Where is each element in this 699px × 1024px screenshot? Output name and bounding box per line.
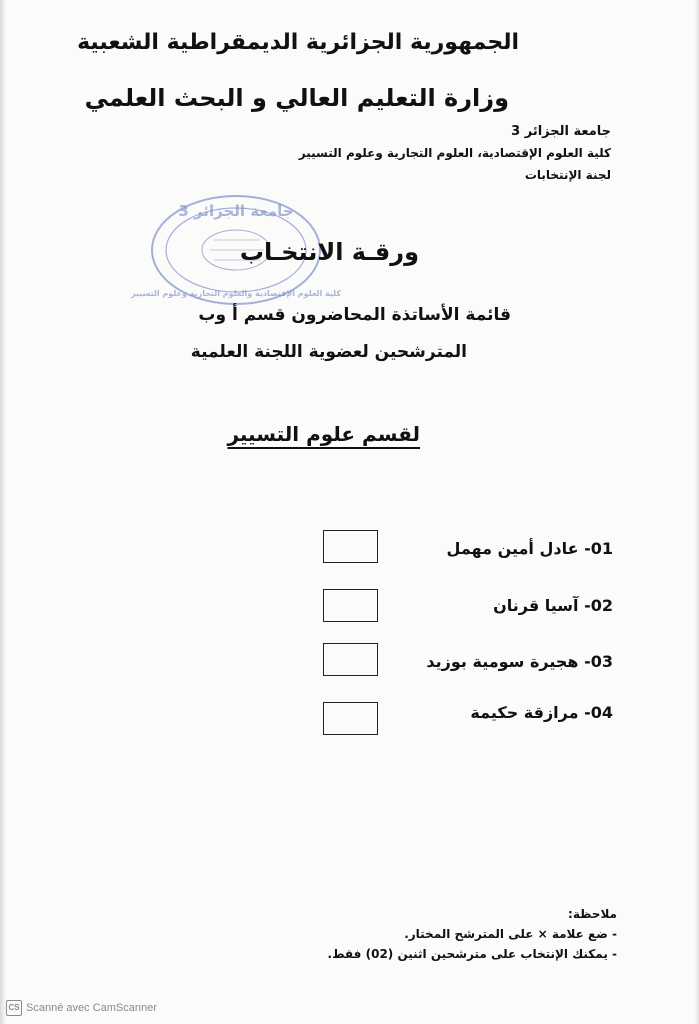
page-edge-shadow-left bbox=[0, 0, 6, 1024]
ballot-title: ورقـة الانتخـاب bbox=[239, 238, 419, 266]
note-item: - يمكنك الإنتخاب على مترشحين اثنين (02) فقط. bbox=[327, 947, 617, 961]
note-item: - ضع علامة × على المترشح المختار. bbox=[404, 927, 617, 941]
ballot-subtitle-1: قائمة الأساتذة المحاضرون قسم أ وب bbox=[198, 305, 511, 325]
notes-heading: ملاحظة: bbox=[568, 907, 617, 921]
university-name: جامعة الجزائر 3 bbox=[511, 124, 611, 139]
candidate-label: 04- مرازقة حكيمة bbox=[470, 703, 613, 722]
department-heading: لقسم علوم التسيير bbox=[227, 422, 420, 446]
candidate-label: 01- عادل أمين مهمل bbox=[446, 539, 613, 558]
ballot-subtitle-2: المترشحين لعضوية اللجنة العلمية bbox=[190, 342, 467, 362]
faculty-name: كلية العلوم الإقتصادية، العلوم التجارية وعلوم التسيير bbox=[298, 146, 611, 160]
stamp-university-text: جامعة الجزائر 3 bbox=[178, 202, 294, 220]
stamp-faculty-text: كلية العلوم الإقتصادية والعلوم التجارية وعلوم التسيير bbox=[130, 289, 342, 298]
ministry-heading: وزارة التعليم العالي و البحث العلمي bbox=[84, 84, 509, 112]
scanner-watermark bbox=[6, 1000, 157, 1016]
scanner-watermark-text: Scanné avec CamScanner bbox=[26, 1002, 157, 1014]
camscanner-logo-icon: CS bbox=[6, 1000, 22, 1016]
candidate-checkbox[interactable] bbox=[323, 589, 378, 622]
committee-name: لجنة الإنتخابات bbox=[524, 168, 611, 182]
candidate-checkbox[interactable] bbox=[323, 702, 378, 735]
republic-heading: الجمهورية الجزائرية الديمقراطية الشعبية bbox=[77, 30, 519, 55]
candidate-checkbox[interactable] bbox=[323, 530, 378, 563]
candidate-label: 02- آسيا قرنان bbox=[493, 596, 613, 615]
page-edge-shadow-right bbox=[694, 0, 699, 1024]
candidate-checkbox[interactable] bbox=[323, 643, 378, 676]
candidate-label: 03- هجيرة سومية بوزيد bbox=[426, 652, 613, 671]
